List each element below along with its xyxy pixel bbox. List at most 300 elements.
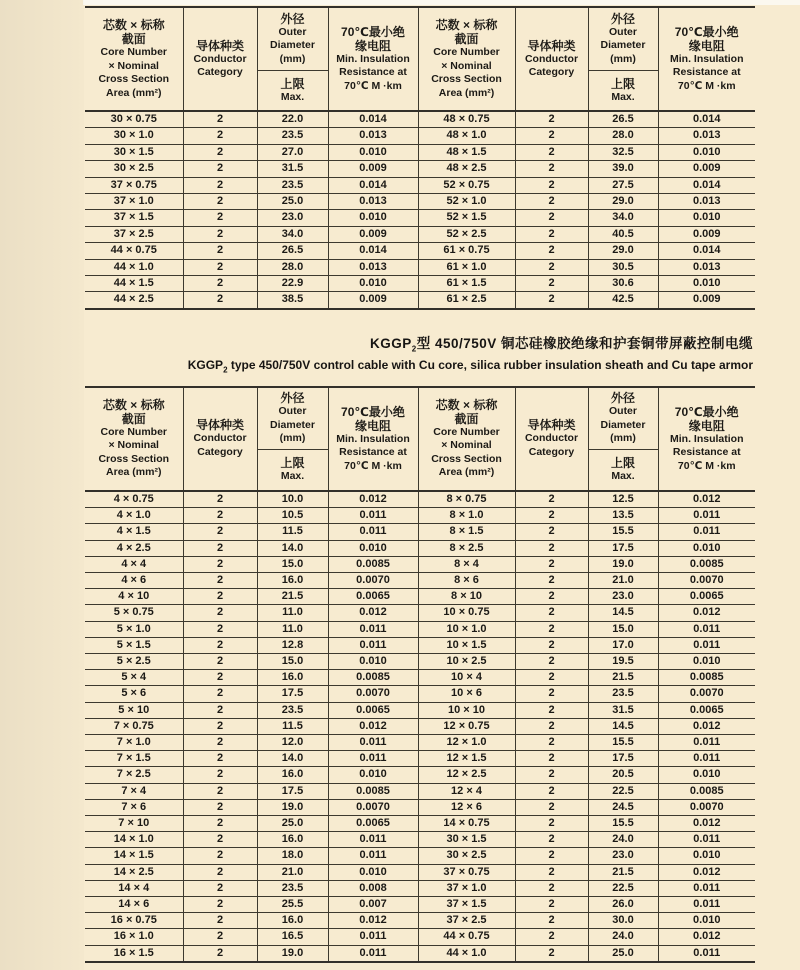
table-cell: 14 × 1.0 <box>85 832 183 848</box>
table-row <box>85 653 755 669</box>
table-cell: 11.5 <box>257 718 328 734</box>
column-header-outer-diameter-left <box>257 7 328 70</box>
header-line: Resistance at <box>672 446 741 459</box>
table-cell: 24.5 <box>588 799 658 815</box>
header-line: (mm) <box>279 52 306 65</box>
table-cell: 2 <box>515 194 588 210</box>
header-line: 70℃ M ·km <box>677 459 736 472</box>
table-cell: 52 × 2.5 <box>418 226 515 242</box>
table-cell: 37 × 1.0 <box>418 880 515 896</box>
table-cell: 2 <box>183 751 257 767</box>
table-row <box>85 508 755 524</box>
header-line: (mm) <box>279 432 306 445</box>
table-cell: 0.011 <box>658 832 755 848</box>
table-row <box>85 276 755 292</box>
table-cell: 4 × 2.5 <box>85 540 183 556</box>
column-header-outer-diameter-left <box>257 387 328 450</box>
table-cell: 10.0 <box>257 491 328 508</box>
header-line: Max. <box>280 470 305 483</box>
table-cell: 12 × 6 <box>418 799 515 815</box>
table-cell: 0.0085 <box>658 670 755 686</box>
table-cell: 16.5 <box>257 929 328 945</box>
table-cell: 5 × 10 <box>85 702 183 718</box>
table-cell: 34.0 <box>257 226 328 242</box>
column-subheader-max-right <box>588 450 658 491</box>
table-cell: 0.014 <box>328 177 418 193</box>
table-cell: 22.9 <box>257 276 328 292</box>
header-line: Diameter <box>270 39 315 51</box>
table-cell: 21.5 <box>257 589 328 605</box>
header-line: Core Number <box>433 425 500 438</box>
table-cell: 0.009 <box>328 292 418 309</box>
table-cell: 44 × 1.5 <box>85 276 183 292</box>
cable-spec-table-bottom <box>85 386 755 963</box>
header-line: Category <box>197 66 243 78</box>
header-line: Outer <box>278 405 307 418</box>
table-cell: 16.0 <box>257 572 328 588</box>
header-line: Diameter <box>600 39 646 51</box>
header-line: (mm) <box>610 52 636 65</box>
table-cell: 22.5 <box>588 880 658 896</box>
header-line: 外径 <box>610 391 635 406</box>
table-cell: 37 × 0.75 <box>85 177 183 193</box>
header-line: 导体种类 <box>195 38 244 53</box>
table-cell: 4 × 1.5 <box>85 524 183 540</box>
table-cell: 2 <box>183 653 257 669</box>
table-cell: 20.5 <box>588 767 658 783</box>
table-cell: 0.013 <box>658 194 755 210</box>
table-cell: 44 × 1.0 <box>85 259 183 275</box>
table-cell: 2 <box>183 276 257 292</box>
header-line: Outer <box>608 25 637 38</box>
table-cell: 2 <box>183 144 257 160</box>
table-cell: 12.0 <box>257 735 328 751</box>
table-cell: 23.5 <box>257 702 328 718</box>
table-cell: 11.0 <box>257 621 328 637</box>
table-cell: 0.011 <box>328 945 418 962</box>
table-cell: 7 × 6 <box>85 799 183 815</box>
header-line: 截面 <box>454 32 479 46</box>
header-line: Core Number <box>433 46 500 58</box>
header-line: 缘电阻 <box>354 38 391 53</box>
table-cell: 2 <box>515 880 588 896</box>
column-header-outer-diameter-right <box>588 7 658 70</box>
table-cell: 5 × 4 <box>85 670 183 686</box>
table-row <box>85 751 755 767</box>
table-cell: 2 <box>515 524 588 540</box>
table-cell: 0.010 <box>328 144 418 160</box>
table-cell: 30 × 1.5 <box>85 144 183 160</box>
table-cell: 0.012 <box>658 718 755 734</box>
header-line: 外径 <box>280 391 305 406</box>
header-line: 上限 <box>280 76 305 91</box>
table-row <box>85 735 755 751</box>
table-cell: 37 × 0.75 <box>418 864 515 880</box>
table-cell: 2 <box>183 508 257 524</box>
header-line: 70℃ M ·km <box>344 79 402 92</box>
table-cell: 2 <box>515 605 588 621</box>
table-cell: 2 <box>515 848 588 864</box>
table-cell: 10 × 4 <box>418 670 515 686</box>
table-cell: 2 <box>183 929 257 945</box>
table-cell: 2 <box>183 556 257 572</box>
table-cell: 37 × 1.0 <box>85 194 183 210</box>
table-cell: 15.5 <box>588 524 658 540</box>
table-cell: 17.5 <box>257 686 328 702</box>
table-cell: 25.5 <box>257 897 328 913</box>
table-cell: 14.5 <box>588 605 658 621</box>
header-line: 70℃最小绝 <box>341 24 405 39</box>
table-row <box>85 880 755 896</box>
table-cell: 2 <box>515 210 588 226</box>
table-cell: 2 <box>183 210 257 226</box>
header-line: 导体种类 <box>195 418 244 433</box>
section-title-en <box>85 358 753 374</box>
table-cell: 10 × 10 <box>418 702 515 718</box>
header-line: 70℃最小绝 <box>341 404 405 419</box>
table-cell: 0.012 <box>328 605 418 621</box>
table-cell: 16.0 <box>257 670 328 686</box>
table-row <box>85 259 755 275</box>
table-cell: 2 <box>515 783 588 799</box>
header-line: Cross Section <box>98 452 170 465</box>
table-cell: 23.0 <box>257 210 328 226</box>
table-cell: 52 × 0.75 <box>418 177 515 193</box>
table-cell: 2 <box>515 637 588 653</box>
table-cell: 29.0 <box>588 243 658 259</box>
table-cell: 5 × 2.5 <box>85 653 183 669</box>
table-cell: 4 × 4 <box>85 556 183 572</box>
header-line: 上限 <box>610 456 635 471</box>
table-cell: 37 × 2.5 <box>418 913 515 929</box>
table-cell: 0.011 <box>328 832 418 848</box>
table-cell: 28.0 <box>588 128 658 144</box>
table-cell: 0.013 <box>658 128 755 144</box>
table-cell: 0.0085 <box>328 783 418 799</box>
table-cell: 2 <box>183 161 257 177</box>
table-cell: 15.5 <box>588 735 658 751</box>
table-cell: 0.0085 <box>658 783 755 799</box>
table-row <box>85 637 755 653</box>
table-cell: 23.5 <box>257 128 328 144</box>
table-cell: 2 <box>515 832 588 848</box>
header-line: × Nominal <box>108 439 159 452</box>
table-cell: 8 × 6 <box>418 572 515 588</box>
table-cell: 0.011 <box>328 621 418 637</box>
table-cell: 0.0070 <box>658 572 755 588</box>
header-line: Cross Section <box>98 73 170 85</box>
table-row <box>85 897 755 913</box>
column-subheader-max-left <box>257 450 328 491</box>
table-cell: 11.5 <box>257 524 328 540</box>
table-cell: 0.014 <box>328 243 418 259</box>
table-cell: 0.011 <box>658 945 755 962</box>
table-row <box>85 670 755 686</box>
table-cell: 18.0 <box>257 848 328 864</box>
header-line: 缘电阻 <box>688 38 725 53</box>
scan-left-shade <box>0 0 84 970</box>
table-cell: 2 <box>515 751 588 767</box>
header-line: Min. Insulation <box>336 52 410 65</box>
table-row <box>85 783 755 799</box>
table-cell: 24.0 <box>588 929 658 945</box>
header-line: Outer <box>278 25 307 38</box>
column-header-conductor-category-left <box>183 7 257 111</box>
table-cell: 12 × 2.5 <box>418 767 515 783</box>
table-cell: 0.0065 <box>658 589 755 605</box>
header-line: 上限 <box>280 456 305 471</box>
table-cell: 0.010 <box>658 276 755 292</box>
table-cell: 21.5 <box>588 670 658 686</box>
table-cell: 0.009 <box>328 226 418 242</box>
table-cell: 0.008 <box>328 880 418 896</box>
section-title <box>85 332 755 374</box>
table-row <box>85 848 755 864</box>
table-cell: 14 × 4 <box>85 880 183 896</box>
table-cell: 26.0 <box>588 897 658 913</box>
header-line: Diameter <box>270 418 315 431</box>
header-line: 芯数 × 标称 <box>102 18 165 32</box>
table-row <box>85 913 755 929</box>
table-cell: 17.5 <box>588 751 658 767</box>
header-line: Min. Insulation <box>336 432 410 445</box>
table-cell: 39.0 <box>588 161 658 177</box>
table-cell: 2 <box>515 913 588 929</box>
table-cell: 30 × 1.0 <box>85 128 183 144</box>
table-cell: 19.0 <box>588 556 658 572</box>
table-cell: 29.0 <box>588 194 658 210</box>
table-cell: 37 × 2.5 <box>85 226 183 242</box>
table-cell: 0.011 <box>328 524 418 540</box>
table-cell: 2 <box>183 832 257 848</box>
table-cell: 8 × 0.75 <box>418 491 515 508</box>
table-cell: 19.0 <box>257 799 328 815</box>
header-line: 截面 <box>121 32 146 46</box>
table-cell: 0.011 <box>328 929 418 945</box>
table-cell: 0.011 <box>658 524 755 540</box>
table-cell: 15.0 <box>257 653 328 669</box>
table-cell: 23.5 <box>257 177 328 193</box>
column-header-conductor-category-right <box>515 387 588 491</box>
table-cell: 61 × 1.5 <box>418 276 515 292</box>
table-cell: 0.010 <box>328 864 418 880</box>
table-cell: 2 <box>183 686 257 702</box>
table-cell: 30 × 0.75 <box>85 111 183 128</box>
table-cell: 2 <box>183 524 257 540</box>
header-line: × Nominal <box>441 59 492 72</box>
header-line: Category <box>528 445 575 458</box>
table-cell: 0.010 <box>658 848 755 864</box>
table-cell: 25.0 <box>257 194 328 210</box>
table-cell: 61 × 2.5 <box>418 292 515 309</box>
table-cell: 0.009 <box>658 161 755 177</box>
table-cell: 0.010 <box>328 210 418 226</box>
table-cell: 0.011 <box>328 735 418 751</box>
table-cell: 0.012 <box>658 816 755 832</box>
table-cell: 0.010 <box>658 913 755 929</box>
table-cell: 5 × 0.75 <box>85 605 183 621</box>
header-line: Max. <box>280 90 305 103</box>
table-cell: 0.009 <box>658 226 755 242</box>
table-cell: 2 <box>183 864 257 880</box>
header-line: 缘电阻 <box>354 418 391 433</box>
table-cell: 5 × 6 <box>85 686 183 702</box>
table-cell: 30.6 <box>588 276 658 292</box>
header-line: 截面 <box>454 411 479 426</box>
table-cell: 21.0 <box>257 864 328 880</box>
table-cell: 2 <box>183 111 257 128</box>
table-cell: 17.5 <box>588 540 658 556</box>
table-cell: 16.0 <box>257 913 328 929</box>
table-cell: 0.011 <box>658 508 755 524</box>
table-cell: 4 × 6 <box>85 572 183 588</box>
table-cell: 0.013 <box>658 259 755 275</box>
table-row <box>85 589 755 605</box>
table-row <box>85 194 755 210</box>
table-cell: 0.011 <box>658 880 755 896</box>
table-cell: 2 <box>183 945 257 962</box>
header-line: Resistance at <box>672 66 741 79</box>
table-cell: 2 <box>183 226 257 242</box>
column-header-min-insulation-right <box>658 387 755 491</box>
header-line: Area (mm²) <box>106 86 162 99</box>
header-line: 70℃ M ·km <box>344 459 402 472</box>
table-cell: 0.009 <box>328 161 418 177</box>
table-cell: 0.010 <box>658 653 755 669</box>
table-cell: 15.0 <box>588 621 658 637</box>
table-cell: 7 × 2.5 <box>85 767 183 783</box>
table-cell: 0.012 <box>658 605 755 621</box>
table-cell: 12 × 4 <box>418 783 515 799</box>
table-cell: 0.014 <box>328 111 418 128</box>
table-cell: 8 × 4 <box>418 556 515 572</box>
table-cell: 23.0 <box>588 589 658 605</box>
table-row <box>85 702 755 718</box>
header-line: Area (mm²) <box>106 466 162 479</box>
table-row <box>85 864 755 880</box>
table-cell: 7 × 10 <box>85 816 183 832</box>
table-cell: 40.5 <box>588 226 658 242</box>
table-cell: 2 <box>515 556 588 572</box>
table-cell: 19.5 <box>588 653 658 669</box>
header-line: Core Number <box>100 425 167 438</box>
column-header-conductor-category-right <box>515 7 588 111</box>
table-cell: 48 × 2.5 <box>418 161 515 177</box>
table-cell: 14 × 1.5 <box>85 848 183 864</box>
title-subscript: 2 <box>411 344 417 354</box>
column-header-core-number-left <box>85 387 183 491</box>
table-cell: 2 <box>515 226 588 242</box>
table-cell: 0.010 <box>328 540 418 556</box>
table-cell: 2 <box>515 735 588 751</box>
table-cell: 2 <box>515 111 588 128</box>
header-line: Area (mm²) <box>438 466 495 479</box>
table-cell: 44 × 2.5 <box>85 292 183 309</box>
table-cell: 16.0 <box>257 832 328 848</box>
table-cell: 22.5 <box>588 783 658 799</box>
table-cell: 2 <box>515 945 588 962</box>
table-cell: 12.8 <box>257 637 328 653</box>
table-cell: 48 × 1.0 <box>418 128 515 144</box>
table-row <box>85 832 755 848</box>
table-cell: 17.5 <box>257 783 328 799</box>
table-cell: 0.011 <box>328 508 418 524</box>
table-cell: 23.0 <box>588 848 658 864</box>
table-cell: 2 <box>183 783 257 799</box>
table-cell: 30 × 2.5 <box>85 161 183 177</box>
header-line: 上限 <box>610 76 635 91</box>
header-line: × Nominal <box>108 59 159 72</box>
header-line: Max. <box>611 90 635 103</box>
table-cell: 2 <box>515 718 588 734</box>
column-header-min-insulation-left <box>328 387 418 491</box>
column-header-core-number-left <box>85 7 183 111</box>
table-row <box>85 556 755 572</box>
table-cell: 21.0 <box>588 572 658 588</box>
table-cell: 2 <box>183 735 257 751</box>
header-line: Conductor <box>524 432 579 445</box>
header-line: Area (mm²) <box>438 86 495 99</box>
table-row <box>85 161 755 177</box>
table-cell: 2 <box>183 194 257 210</box>
table-cell: 4 × 0.75 <box>85 491 183 508</box>
table-cell: 2 <box>515 864 588 880</box>
table-cell: 8 × 2.5 <box>418 540 515 556</box>
table-row <box>85 767 755 783</box>
table-cell: 27.5 <box>588 177 658 193</box>
table-cell: 23.5 <box>257 880 328 896</box>
table-row <box>85 540 755 556</box>
table-row <box>85 128 755 144</box>
table-cell: 4 × 1.0 <box>85 508 183 524</box>
header-line: Core Number <box>100 46 167 58</box>
table-cell: 31.5 <box>588 702 658 718</box>
table-cell: 2 <box>183 259 257 275</box>
table-body <box>85 491 755 962</box>
table-cell: 28.0 <box>257 259 328 275</box>
table-cell: 44 × 0.75 <box>85 243 183 259</box>
header-line: Category <box>197 445 243 458</box>
header-line: 外径 <box>610 11 635 26</box>
table-cell: 14 × 6 <box>85 897 183 913</box>
table-cell: 23.5 <box>588 686 658 702</box>
table-cell: 2 <box>183 637 257 653</box>
table-cell: 0.014 <box>658 243 755 259</box>
table-cell: 14.0 <box>257 751 328 767</box>
table-row <box>85 621 755 637</box>
table-cell: 14.5 <box>588 718 658 734</box>
table-cell: 37 × 1.5 <box>418 897 515 913</box>
table-cell: 7 × 1.5 <box>85 751 183 767</box>
header-line: Outer <box>608 405 637 418</box>
table-cell: 16 × 1.0 <box>85 929 183 945</box>
header-line: 外径 <box>280 11 305 26</box>
column-subheader-max-right <box>588 70 658 111</box>
header-line: Conductor <box>193 52 247 65</box>
table-cell: 2 <box>515 686 588 702</box>
table-cell: 2 <box>515 177 588 193</box>
table-cell: 16.0 <box>257 767 328 783</box>
table-cell: 0.011 <box>658 637 755 653</box>
title-text: 型 450/750V 铜芯硅橡胶绝缘和护套铜带屏蔽控制电缆 <box>416 335 753 351</box>
table-cell: 32.5 <box>588 144 658 160</box>
table-row <box>85 243 755 259</box>
table-cell: 52 × 1.5 <box>418 210 515 226</box>
table-cell: 44 × 1.0 <box>418 945 515 962</box>
table-row <box>85 605 755 621</box>
table-cell: 0.011 <box>658 735 755 751</box>
table-cell: 0.011 <box>658 897 755 913</box>
